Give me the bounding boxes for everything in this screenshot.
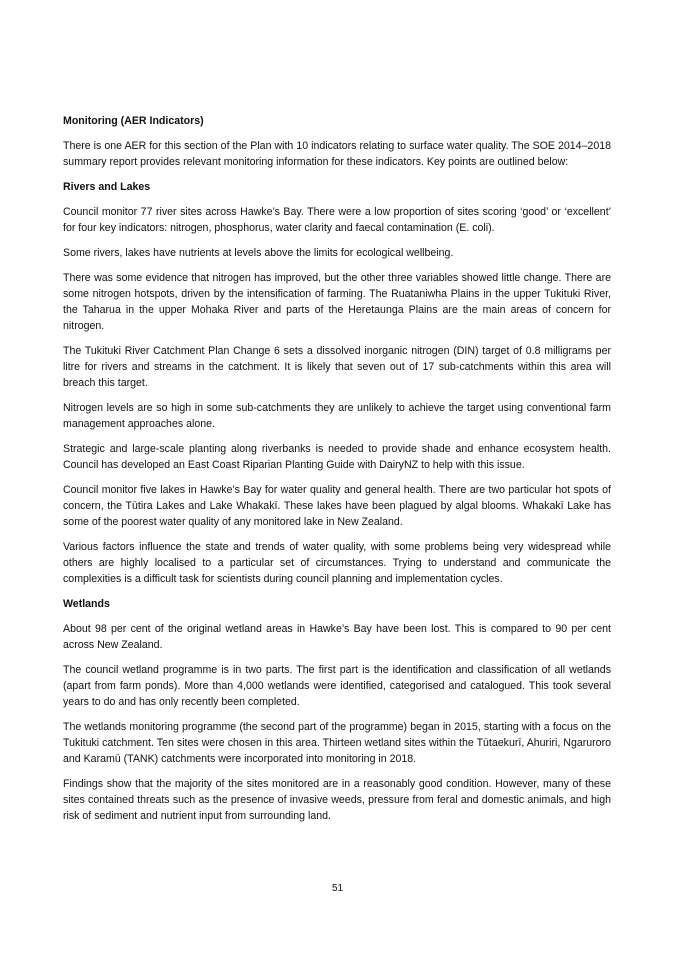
rivers-paragraph-8: Various factors influence the state and trends of water quality, with some problems being very widespread while others are highly localised to a particular set of circumstances. Trying to understand and communicate the complexities is a difficult task for scientists during council planning and implementation cycles.	[63, 541, 611, 585]
rivers-paragraph-7: Council monitor five lakes in Hawke’s Bay for water quality and general health. There are two particular hot spots of concern, the Tūtira Lakes and Lake Whakakī. These lakes have been plagued by algal blooms. Whakakī Lake has some of the poorest water quality of any monitored lake in New Zealand.	[63, 484, 611, 528]
wetlands-heading: Wetlands	[63, 598, 110, 610]
document-body	[63, 113, 611, 833]
wetlands-paragraph-1: About 98 per cent of the original wetland areas in Hawke’s Bay have been lost. This is compared to 90 per cent across New Zealand.	[63, 623, 611, 651]
monitoring-paragraph-1: There is one AER for this section of the Plan with 10 indicators relating to surface water quality. The SOE 2014–2018 summary report provides relevant monitoring information for these indicators. Key points are outlined below:	[63, 140, 611, 168]
wetlands-paragraph-2: The council wetland programme is in two parts. The first part is the identification and classification of all wetlands (apart from farm ponds). More than 4,000 wetlands were identified, categorised and catalogued. This took several years to do and has only recently been completed.	[63, 664, 611, 708]
rivers-paragraph-4: The Tukituki River Catchment Plan Change 6 sets a dissolved inorganic nitrogen (DIN) target of 0.8 milligrams per litre for rivers and streams in the catchment. It is likely that seven out of 17 sub-catchments within this area will breach this target.	[63, 345, 611, 389]
rivers-lakes-heading: Rivers and Lakes	[63, 181, 151, 193]
rivers-paragraph-3: There was some evidence that nitrogen has improved, but the other three variables showed little change. There are some nitrogen hotspots, driven by the intensification of farming. The Ruataniwha Plains in the upper Tukituki River, the Taharua in the upper Mohaka River and parts of the Heretaunga Plains are the main areas of concern for nitrogen.	[63, 272, 611, 332]
rivers-paragraph-6: Strategic and large-scale planting along riverbanks is needed to provide shade and enhance ecosystem health. Council has developed an East Coast Riparian Planting Guide with DairyNZ to help with this issue.	[63, 443, 611, 471]
page-number: 51	[331, 883, 344, 894]
rivers-paragraph-1: Council monitor 77 river sites across Hawke’s Bay. There were a low proportion of sites scoring ‘good’ or ‘excellent’ for four key indicators: nitrogen, phosphorus, water clarity and faecal contamination (E. coli).	[63, 206, 611, 234]
rivers-paragraph-2: Some rivers, lakes have nutrients at levels above the limits for ecological wellbeing.	[63, 247, 454, 259]
rivers-paragraph-5: Nitrogen levels are so high in some sub-catchments they are unlikely to achieve the target using conventional farm management approaches alone.	[63, 402, 611, 430]
wetlands-paragraph-4: Findings show that the majority of the sites monitored are in a reasonably good condition. However, many of these sites contained threats such as the presence of invasive weeds, pressure from feral and domestic animals, and high risk of sediment and nutrient input from surrounding land.	[63, 778, 611, 822]
monitoring-heading: Monitoring (AER Indicators)	[63, 115, 204, 127]
wetlands-paragraph-3: The wetlands monitoring programme (the second part of the programme) began in 2015, starting with a focus on the Tukituki catchment. Ten sites were chosen in this area. Thirteen wetland sites within the Tūtaekurī, Ahuriri, Ngaruroro and Karamū (TANK) catchments were incorporated into monitoring in 2018.	[63, 721, 611, 765]
